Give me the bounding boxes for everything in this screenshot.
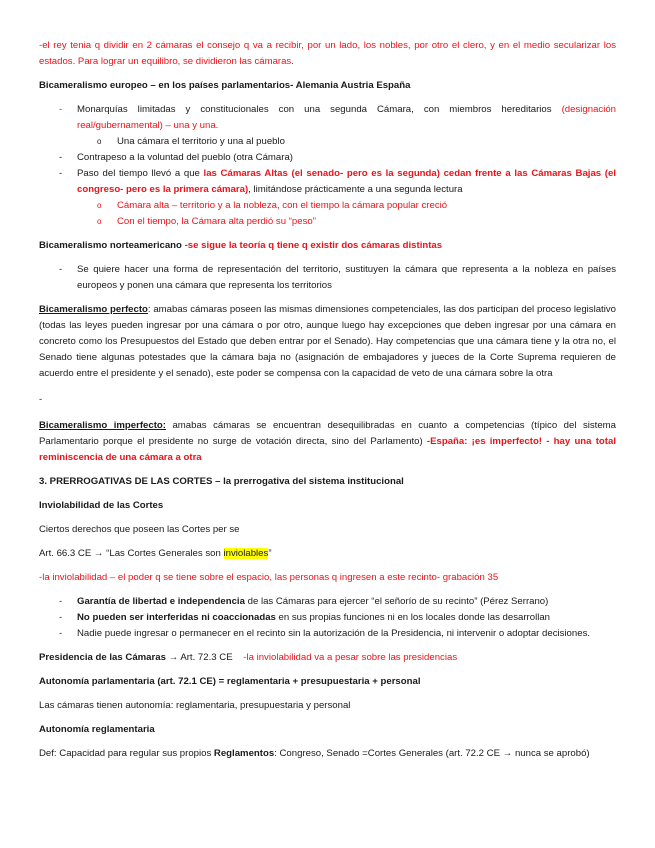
article-66-line: Art. 66.3 CE → “Las Cortes Generales son inviolables”: [39, 548, 272, 559]
intro-paragraph: -el rey tenia q dividir en 2 cámaras el consejo q va a recibir, por un lado, los nobles, por otro el clero, y en el medio secularizar los estados. Para lograr un equilibro, se dividieron las cámaras.: [39, 40, 616, 67]
list-item: - Se quiere hacer una forma de representación del territorio, sustituyen la cámara que representa a la nobleza en países europeos y ponen una cámara que representa los territorios: [59, 264, 616, 291]
sub-list-item: o Con el tiempo, la Cámara alta perdió su “peso”: [97, 216, 316, 227]
document-page: [39, 38, 616, 762]
list-item: - Nadie puede ingresar o permanecer en el recinto sin la autorización de la Presidencia, ni intervenir o adoptar decisiones.: [59, 628, 591, 639]
inviolability-list: [39, 594, 616, 642]
sub-list-item: o Cámara alta – territorio y a la nobleza, con el tiempo la cámara popular creció: [97, 200, 448, 211]
section-3-heading: 3. PRERROGATIVAS DE LAS CORTES – la prerrogativa del sistema institucional: [39, 476, 404, 487]
north-american-heading: Bicameralismo norteamericano -se sigue la teoría q tiene q existir dos cámaras distintas: [39, 240, 443, 251]
regulatory-autonomy-heading: Autonomía reglamentaria: [39, 724, 155, 735]
presidency-line: Presidencia de las Cámaras → Art. 72.3 CE -la inviolabilidad va a pesar sobre las presidencias: [39, 652, 458, 663]
list-item: - Paso del tiempo llevó a que las Cámaras Altas (el senado- pero es la segunda) cedan frente a las Cámaras Bajas (el congreso- pero es la primera cámara), limitándose prácticamente a una segunda lectura: [59, 168, 616, 195]
highlighted-word: inviolables: [223, 548, 269, 559]
list-item: - No pueden ser interferidas ni coaccionadas en sus propias funciones ni en los locales donde las desarrollan: [59, 612, 550, 623]
sub-list-item: o Una cámara el territorio y una al pueblo: [97, 136, 285, 147]
list-item: - Monarquías limitadas y constitucionales con una segunda Cámara, con miembros hereditarios (designación real/gubernamental) – una y una.: [59, 104, 617, 131]
dash-line: -: [39, 394, 43, 405]
autonomy-heading: Autonomía parlamentaria (art. 72.1 CE) = reglamentaria + presupuestaria + personal: [39, 676, 421, 687]
inviolability-text: Ciertos derechos que poseen las Cortes per se: [39, 524, 240, 535]
north-american-list: [39, 262, 616, 294]
inviolability-heading: Inviolabilidad de las Cortes: [39, 500, 164, 511]
imperfect-bicameralism-paragraph: Bicameralismo imperfecto: amabas cámaras se encuentran desequilibradas en cuanto a competencias (típico del sistema Parlamentario porque el presidente no surge de votación directa, sino del Parlamento) -España: ¡es imperfecto! - hay una total reminiscencia de una cámara a otra: [39, 420, 616, 463]
inviolability-note: -la inviolabilidad – el poder q se tiene sobre el espacio, las personas q ingresen a este recinto- grabación 35: [39, 572, 499, 583]
european-heading: Bicameralismo europeo – en los países parlamentarios- Alemania Austria España: [39, 80, 411, 91]
autonomy-text: Las cámaras tienen autonomía: reglamentaria, presupuestaria y personal: [39, 700, 351, 711]
european-list: [39, 102, 616, 230]
definition-paragraph: Def: Capacidad para regular sus propios Reglamentos: Congreso, Senado =Cortes Generales (art. 72.2 CE → nunca se aprobó): [39, 748, 590, 759]
perfect-bicameralism-paragraph: Bicameralismo perfecto: amabas cámaras poseen las mismas dimensiones competenciales, las dos participan del proceso legislativo (todas las leyes pueden ingresar por una cámara o por otro, aunque luego hay excepciones que deben ingresar por una cámara en concreto como los Presupuestos del Estado que deben entrar por el Senado). Hay competencias que una cámara tiene y la otra no, el Senado tiene algunas potestades que la cámara baja no (asignación de embajadores y jueces de la Corte Suprema requieren de acuerdo entre el presidente y el senado), este poder se compensa con la capacidad de veto de una cámara sobre la otra: [39, 304, 616, 379]
list-item: - Garantía de libertad e independencia de las Cámaras para ejercer “el señorío de su recinto” (Pérez Serrano): [59, 596, 549, 607]
list-item: - Contrapeso a la voluntad del pueblo (otra Cámara): [59, 152, 293, 163]
